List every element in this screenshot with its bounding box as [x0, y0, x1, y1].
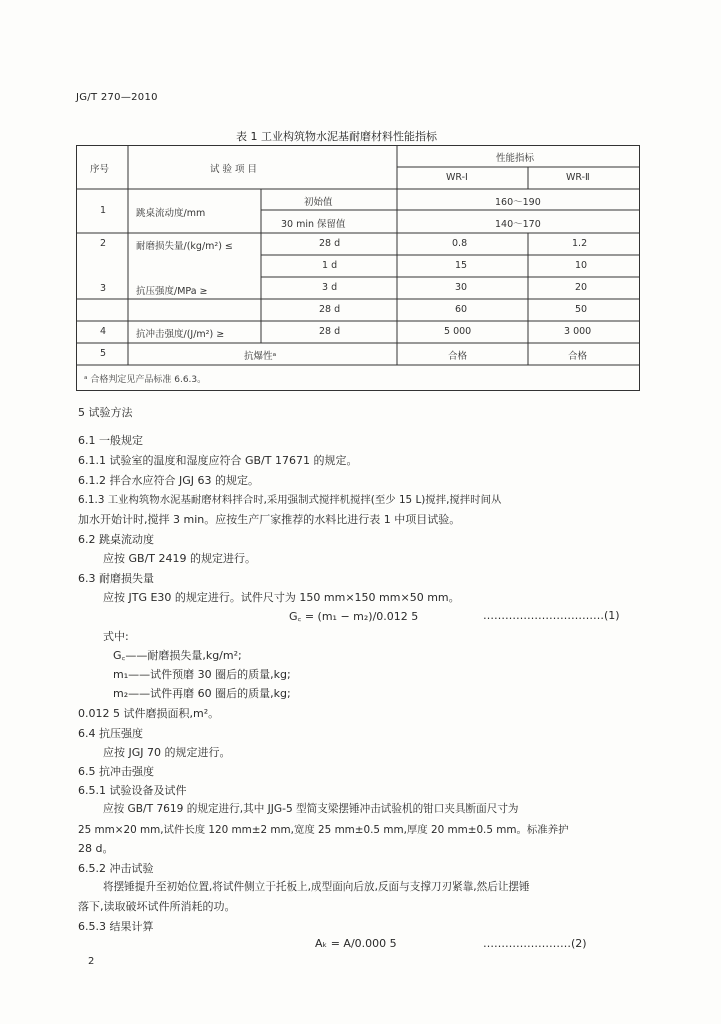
row5-wr2: 合格: [568, 351, 588, 362]
section-6-1-heading: 6.1 一般规定: [78, 434, 143, 447]
para-6-2: 应按 GB/T 2419 的规定进行。: [103, 552, 256, 565]
section-6-2-heading: 6.2 跳桌流动度: [78, 533, 154, 546]
section-6-5-2-heading: 6.5.2 冲击试验: [78, 862, 154, 875]
para-6-1-3-line1: 6.1.3 工业构筑物水泥基耐磨材料拌合时,采用强制式搅拌机搅拌(至少 15 L)搅拌,搅拌时间从: [78, 494, 502, 506]
section-6-4-heading: 6.4 抗压强度: [78, 727, 143, 740]
row1-val2: 140～170: [495, 219, 541, 230]
para-6-4: 应按 JGJ 70 的规定进行。: [103, 746, 231, 759]
row3-sub2: 3 d: [322, 282, 338, 293]
row4-item: 抗冲击强度/(J/m²) ≥: [136, 329, 225, 340]
row3-wr1-3d: 30: [455, 282, 468, 293]
def-m1: m₁——试件预磨 30 圈后的质量,kg;: [113, 668, 291, 681]
row3-sub1: 1 d: [322, 260, 338, 271]
table-caption: 表 1 工业构筑物水泥基耐磨材料性能指标: [236, 130, 437, 143]
table-grid: [76, 145, 640, 391]
standard-code-header: JG/T 270—2010: [76, 92, 158, 103]
def-m2: m₂——试件再磨 60 圈后的质量,kg;: [113, 687, 291, 700]
page-number: 2: [88, 956, 95, 967]
row3-wr2-1d: 10: [575, 260, 588, 271]
para-6-5-1-line2: 25 mm×20 mm,试件长度 120 mm±2 mm,宽度 25 mm±0.5 mm,厚度 20 mm±0.5 mm。标准养护: [78, 824, 569, 836]
row1-val1: 160～190: [495, 197, 541, 208]
row3-wr2-28d: 50: [575, 304, 588, 315]
head-perf: 性能指标: [496, 153, 535, 164]
head-wr1: WR-Ⅰ: [446, 172, 468, 183]
section-6-5-heading: 6.5 抗冲击强度: [78, 765, 154, 778]
table-footnote: ᵃ 合格判定见产品标准 6.6.3。: [84, 375, 207, 385]
section-6-5-1-heading: 6.5.1 试验设备及试件: [78, 784, 187, 797]
row3-wr1-28d: 60: [455, 304, 468, 315]
row2-sub: 28 d: [319, 238, 341, 249]
para-6-1-3-line2: 加水开始计时,搅拌 3 min。应按生产厂家推荐的水料比进行表 1 中项目试验。: [78, 513, 461, 526]
row3-sub3: 28 d: [319, 304, 341, 315]
row3-item: 抗压强度/MPa ≥: [136, 286, 208, 297]
para-6-1-1: 6.1.1 试验室的温度和湿度应符合 GB/T 17671 的规定。: [78, 454, 358, 467]
row4-wr1: 5 000: [444, 326, 472, 337]
row4-sub: 28 d: [319, 326, 341, 337]
row5-no: 5: [100, 348, 107, 359]
row2-item: 耐磨损失量/(kg/m²) ≤: [136, 241, 233, 252]
row2-wr2: 1.2: [572, 238, 588, 249]
para-6-5-2-line1: 将摆锤提升至初始位置,将试件侧立于托板上,成型面向后放,反面与支撑刀刃紧靠,然后让摆锤: [103, 881, 530, 893]
head-item: 试 验 项 目: [210, 164, 258, 175]
para-6-5-1-line1: 应按 GB/T 7619 的规定进行,其中 JJG-5 型简支梁摆锤冲击试验机的钳口夹具断面尺寸为: [103, 803, 519, 815]
def-gc: G꜀——耐磨损失量,kg/m²;: [113, 649, 242, 662]
performance-table: [76, 145, 640, 391]
row1-sub2: 30 min 保留值: [281, 219, 346, 230]
head-seq: 序号: [90, 164, 110, 175]
row5-wr1: 合格: [448, 351, 468, 362]
row3-wr2-3d: 20: [575, 282, 588, 293]
formula-2: Aₖ = A/0.000 5: [315, 937, 397, 950]
head-wr2: WR-Ⅱ: [566, 172, 590, 183]
formula-2-number: ……………………(2): [483, 937, 587, 950]
row1-item: 跳桌流动度/mm: [136, 208, 206, 219]
row5-item: 抗爆性ᵃ: [244, 351, 277, 362]
formula-1: G꜀ = (m₁ − m₂)/0.012 5: [289, 610, 419, 623]
formula-1-number: ……………………………(1): [483, 609, 620, 622]
row3-no: 3: [100, 283, 107, 294]
section-6-5-3-heading: 6.5.3 结果计算: [78, 920, 154, 933]
para-6-1-2: 6.1.2 拌合水应符合 JGJ 63 的规定。: [78, 474, 259, 487]
para-6-5-2-line2: 落下,读取破坏试件所消耗的功。: [78, 900, 236, 913]
row3-wr1-1d: 15: [455, 260, 468, 271]
para-6-5-1-line3: 28 d。: [78, 842, 114, 855]
row2-no: 2: [100, 238, 107, 249]
row4-no: 4: [100, 326, 107, 337]
row1-no: 1: [100, 205, 107, 216]
row4-wr2: 3 000: [564, 326, 592, 337]
section-5-heading: 5 试验方法: [78, 406, 133, 419]
section-6-3-heading: 6.3 耐磨损失量: [78, 572, 154, 585]
row1-sub1: 初始值: [304, 197, 333, 208]
def-area: 0.012 5 试件磨损面积,m²。: [78, 707, 220, 720]
para-6-3: 应按 JTG E30 的规定进行。试件尺寸为 150 mm×150 mm×50 mm。: [103, 591, 460, 604]
row2-wr1: 0.8: [452, 238, 468, 249]
where-label: 式中:: [103, 630, 129, 643]
